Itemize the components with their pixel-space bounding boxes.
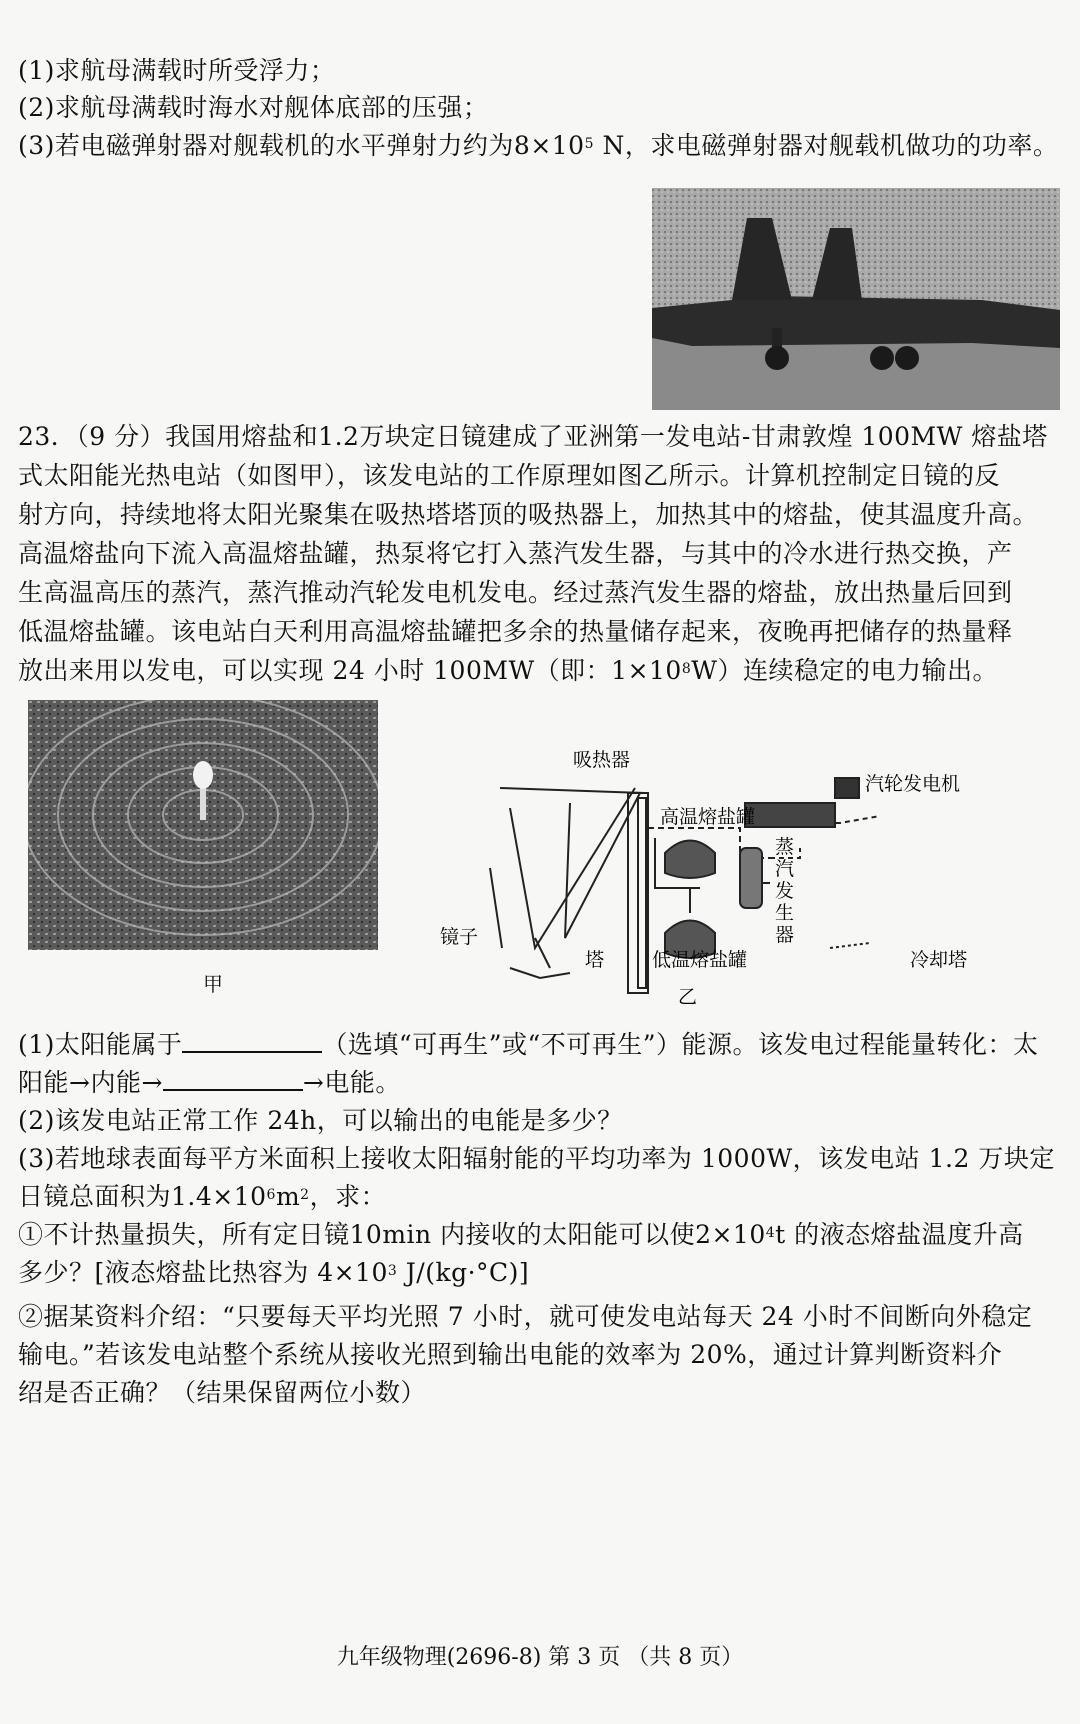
solar-field-photo (28, 700, 378, 950)
s3-exp-2: 2 (300, 1187, 310, 1203)
label-turbine: 汽轮发电机 (865, 773, 961, 795)
figure-b-caption: 乙 (678, 986, 698, 1008)
p23-line-4: 高温熔盐向下流入高温熔盐罐，热泵将它打入蒸汽发生器，与其中的冷水进行热交换，产 (18, 539, 1013, 568)
question-line-2: (2)求航母满载时海水对舰体底部的压强； (18, 93, 489, 122)
p23-line-1: 23．（9 分）我国用熔盐和1.2万块定日镜建成了亚洲第一发电站-甘肃敦煌 100MW 熔盐塔 (18, 422, 1048, 451)
p23-line-7-text: 放出来用以发电，可以实现 24 小时 100MW（即：1×10 (18, 656, 682, 685)
c1-line-1 (18, 1218, 1024, 1252)
question-line-1: (1)求航母满载时所受浮力； (18, 56, 336, 85)
p23-line-6: 低温熔盐罐。该电站白天利用高温熔盐罐把多余的热量储存起来，夜晚再把储存的热量释 (18, 617, 1013, 646)
label-low-temp-tank: 低温熔盐罐 (652, 949, 748, 971)
svg-text:生: 生 (775, 902, 795, 924)
s1-text-c: 阳能→内能→ (18, 1068, 163, 1097)
c1-exponent-2: 3 (387, 1263, 398, 1279)
c1-text-2: 多少？[液态熔盐比热容为 4×10 (18, 1258, 388, 1287)
power-plant-diagram (440, 748, 1060, 1008)
c2-line-3: 绍是否正确？（结果保留两位小数） (18, 1378, 427, 1407)
label-tower: 塔 (585, 949, 605, 971)
answer-blank-2[interactable] (163, 1067, 303, 1091)
label-mirror: 镜子 (440, 926, 479, 948)
fighter-jet-image (652, 188, 1060, 410)
svg-text:器: 器 (775, 924, 795, 946)
s1-text-a: (1)太阳能属于 (18, 1030, 183, 1059)
label-absorber: 吸热器 (573, 749, 631, 771)
svg-text:汽: 汽 (775, 858, 795, 880)
s3-text-end: ，求： (309, 1182, 387, 1211)
q3-text: (3)若电磁弹射器对舰载机的水平弹射力约为 (18, 131, 514, 160)
s3-exp-1: 6 (266, 1187, 276, 1203)
s3-line-2 (18, 1180, 386, 1214)
c1-text: ①不计热量损失，所有定日镜10min 内接收的太阳能可以使2×10 (18, 1220, 766, 1249)
s3-unit: m (275, 1182, 301, 1211)
s2-line: (2)该发电站正常工作 24h，可以输出的电能是多少？ (18, 1106, 623, 1135)
q3-number: 8×10 (513, 131, 585, 160)
s1-line-1 (18, 1028, 1039, 1062)
solar-field-image (28, 700, 378, 950)
label-cooling-tower: 冷却塔 (910, 949, 968, 971)
p23-line-5: 生高温高压的蒸汽，蒸汽推动汽轮发电机发电。经过蒸汽发生器的熔盐，放出热量后回到 (18, 578, 1013, 607)
svg-text:发: 发 (775, 880, 795, 902)
label-high-temp-tank: 高温熔盐罐 (660, 806, 756, 828)
c1-line-2 (18, 1256, 529, 1290)
c1-text-2-end: J/(kg·°C)] (397, 1258, 530, 1287)
fighter-jet-photo (652, 188, 1060, 410)
p23-line-2: 式太阳能光热电站（如图甲），该发电站的工作原理如图乙所示。计算机控制定日镜的反 (18, 461, 1001, 490)
s3-text: 日镜总面积为1.4×10 (18, 1182, 267, 1211)
p23-exponent: 8 (681, 661, 692, 677)
s1-text-b: （选填“可再生”或“不可再生”）能源。该发电过程能量转化：太 (322, 1030, 1039, 1059)
label-steam-generator (775, 836, 794, 946)
c1-text-end: t 的液态熔盐温度升高 (775, 1220, 1024, 1249)
question-line-3 (18, 129, 1058, 163)
c2-line-1: ②据某资料介绍：“只要每天平均光照 7 小时，就可使发电站每天 24 小时不间断向外稳定 (18, 1302, 1033, 1331)
s3-line-1: (3)若地球表面每平方米面积上接收太阳辐射能的平均功率为 1000W，该发电站 1.2 万块定 (18, 1144, 1055, 1173)
q3-text-end: N，求电磁弹射器对舰载机做功的功率。 (594, 131, 1059, 160)
c1-exponent: 4 (765, 1225, 776, 1241)
c2-line-2: 输电。”若该发电站整个系统从接收光照到输出电能的效率为 20%，通过计算判断资料介 (18, 1340, 1003, 1369)
figure-a-caption: 甲 (203, 972, 223, 996)
page-footer: 九年级物理(2696-8) 第 3 页 （共 8 页） (336, 1645, 744, 1670)
p23-line-3: 射方向，持续地将太阳光聚集在吸热塔塔顶的吸热器上，加热其中的熔盐，使其温度升高。 (18, 500, 1039, 529)
s1-line-2 (18, 1066, 401, 1100)
s1-text-d: →电能。 (302, 1068, 401, 1097)
q3-exponent: 5 (584, 136, 595, 152)
answer-blank-1[interactable] (182, 1029, 322, 1053)
p23-line-7 (18, 654, 998, 688)
mirror-left (490, 868, 502, 948)
svg-text:蒸: 蒸 (775, 836, 795, 858)
p23-line-7-end: W）连续稳定的电力输出。 (691, 656, 998, 685)
